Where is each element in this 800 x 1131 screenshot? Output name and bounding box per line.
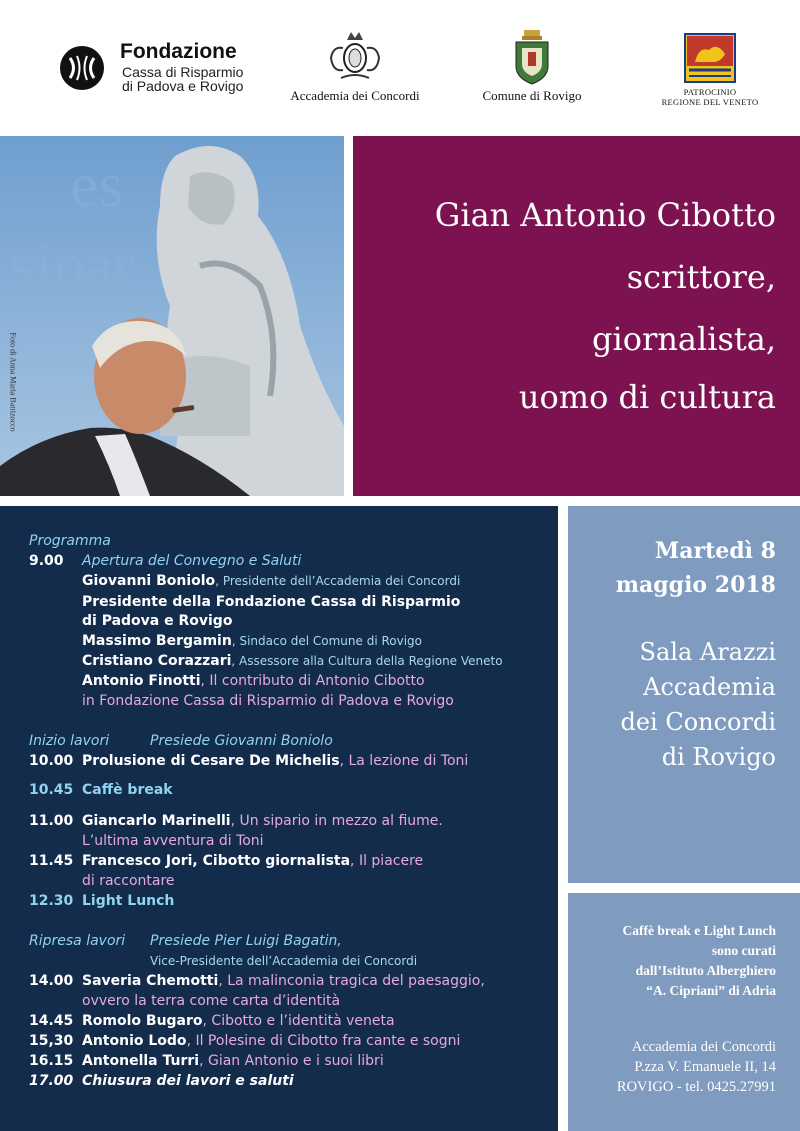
item-1100-text (82, 812, 443, 830)
speaker-name: Antonella Turri (82, 1053, 200, 1069)
regione-caption-2: REGIONE DEL VENETO (661, 97, 759, 107)
fondazione-sub1: Cassa di Risparmio (122, 64, 244, 80)
venue-line-2: Accademia (643, 673, 776, 701)
time-1230: 12.30 (29, 893, 74, 909)
portrait-image (0, 136, 344, 496)
speaker-role: , Presidente dell’Accademia dei Concordi (215, 574, 461, 588)
portrait-photo (0, 136, 344, 496)
program-heading: Programma (29, 533, 111, 549)
address-line-2: P.zza V. Emanuele II, 14 (634, 1059, 776, 1075)
speaker-name: Prolusione di Cesare De Michelis (82, 753, 340, 769)
speaker-role: , Assessore alla Cultura della Regione Veneto (231, 654, 503, 668)
time-1445: 14.45 (29, 1013, 74, 1029)
talk-title: , La lezione di Toni (339, 753, 469, 769)
talk-title: , Il piacere (350, 853, 424, 869)
venue-line-1: Sala Arazzi (639, 638, 776, 666)
accademia-logo (270, 28, 440, 108)
fondazione-sub2: di Padova e Rovigo (122, 78, 244, 94)
session2-chair-role: Vice-Presidente dell’Accademia dei Concordi (150, 954, 418, 968)
talk-title: , Il Polesine di Cibotto fra cante e sogni (186, 1033, 461, 1049)
finotti-talk-b: in Fondazione Cassa di Risparmio di Padova e Rovigo (82, 693, 454, 709)
regione-logo (660, 32, 760, 108)
date-venue-panel (568, 506, 800, 883)
speaker-name: Giancarlo Marinelli (82, 813, 231, 829)
opening-title: Apertura del Convegno e Saluti (82, 553, 302, 569)
time-1145: 11.45 (29, 853, 74, 869)
item-1100-talk-b: L’ultima avventura di Toni (82, 833, 264, 849)
item-1530-text (82, 1032, 460, 1050)
title-line-1: Gian Antonio Cibotto (434, 196, 776, 234)
item-1000-text (82, 752, 468, 770)
item-1445-text (82, 1012, 395, 1030)
event-date-line-1: Martedì 8 (654, 538, 776, 564)
talk-title: , Un sipario in mezzo al fiume. (230, 813, 443, 829)
talk-title: , Gian Antonio e i suoi libri (199, 1053, 384, 1069)
photo-credit (6, 332, 20, 476)
item-1145-talk-b: di raccontare (82, 873, 175, 889)
speaker-corazzari (82, 652, 503, 670)
closing-label: Chiusura dei lavori e saluti (82, 1073, 294, 1089)
talk-title: , Cibotto e l’identità veneta (202, 1013, 395, 1029)
venue-line-4: di Rovigo (661, 743, 776, 771)
program-panel (0, 506, 558, 1131)
time-0900: 9.00 (29, 553, 64, 569)
info-line-4: “A. Cipriani” di Adria (646, 983, 776, 998)
svg-text:sipar: sipar (10, 229, 135, 300)
time-1000: 10.00 (29, 753, 74, 769)
address-line-3: ROVIGO - tel. 0425.27991 (616, 1079, 776, 1095)
session1-chair: Presiede Giovanni Boniolo (150, 733, 333, 749)
accademia-caption: Accademia dei Concordi (290, 88, 420, 103)
fondazione-logo (60, 40, 260, 100)
speaker-finotti (82, 672, 425, 690)
svg-text:es: es (70, 149, 124, 220)
session1-label: Inizio lavori (29, 733, 110, 749)
title-line-3: giornalista, (592, 320, 776, 358)
speaker-name: Antonio Finotti (82, 673, 201, 689)
info-line-3: dall’Istituto Alberghiero (635, 963, 776, 978)
session2-label: Ripresa lavori (29, 933, 126, 949)
venue-line-3: dei Concordi (620, 708, 776, 736)
item-1145-text (82, 852, 423, 870)
fondazione-emblem-icon (60, 46, 104, 90)
item-1400-talk-b: ovvero la terra come carta d’identità (82, 993, 341, 1009)
title-line-4: uomo di cultura (518, 378, 776, 416)
info-line-1: Caffè break e Light Lunch (622, 923, 776, 938)
accademia-crest-icon (325, 28, 385, 84)
speaker-name: Giovanni Boniolo (82, 573, 216, 589)
time-1400: 14.00 (29, 973, 74, 989)
speaker-bergamin (82, 632, 422, 650)
regione-caption-1: PATROCINIO (683, 87, 737, 97)
coffee-break-label: Caffè break (82, 782, 173, 798)
talk-title: , Il contributo di Antonio Cibotto (200, 673, 425, 689)
speaker-name: Massimo Bergamin (82, 633, 232, 649)
speaker-name: Saveria Chemotti (82, 973, 219, 989)
speaker-fondazione-b: di Padova e Rovigo (82, 613, 233, 629)
info-panel (568, 893, 800, 1131)
speaker-name: Romolo Bugaro (82, 1013, 203, 1029)
speaker-fondazione-a: Presidente della Fondazione Cassa di Risparmio (82, 594, 461, 610)
comune-caption: Comune di Rovigo (482, 88, 582, 103)
time-1530: 15,30 (29, 1033, 74, 1049)
speaker-name: Antonio Lodo (82, 1033, 187, 1049)
item-1400-text (82, 972, 485, 990)
comune-crest-icon (512, 28, 552, 86)
speaker-role: , Sindaco del Comune di Rovigo (231, 634, 423, 648)
info-line-2: sono curati (711, 943, 776, 958)
time-1100: 11.00 (29, 813, 74, 829)
event-date-line-2: maggio 2018 (615, 572, 776, 598)
speaker-name: Cristiano Corazzari (82, 653, 232, 669)
speaker-name: Francesco Jori, Cibotto giornalista (82, 853, 351, 869)
photo-credit-text: Foto di Anna Maria Battizocco (8, 332, 18, 432)
comune-logo (470, 28, 594, 108)
time-1615: 16.15 (29, 1053, 74, 1069)
title-panel (353, 136, 800, 496)
speaker-boniolo (82, 572, 460, 590)
item-1615-text (82, 1052, 384, 1070)
time-1045: 10.45 (29, 782, 74, 798)
address-line-1: Accademia dei Concordi (631, 1039, 776, 1055)
veneto-lion-icon (683, 32, 737, 84)
talk-title: , La malinconia tragica del paesaggio, (218, 973, 485, 989)
time-1700: 17.00 (29, 1073, 74, 1089)
light-lunch-label: Light Lunch (82, 893, 175, 909)
title-line-2: scrittore, (626, 258, 776, 296)
session2-chair: Presiede Pier Luigi Bagatin, (150, 933, 342, 949)
fondazione-name: Fondazione (120, 40, 237, 63)
